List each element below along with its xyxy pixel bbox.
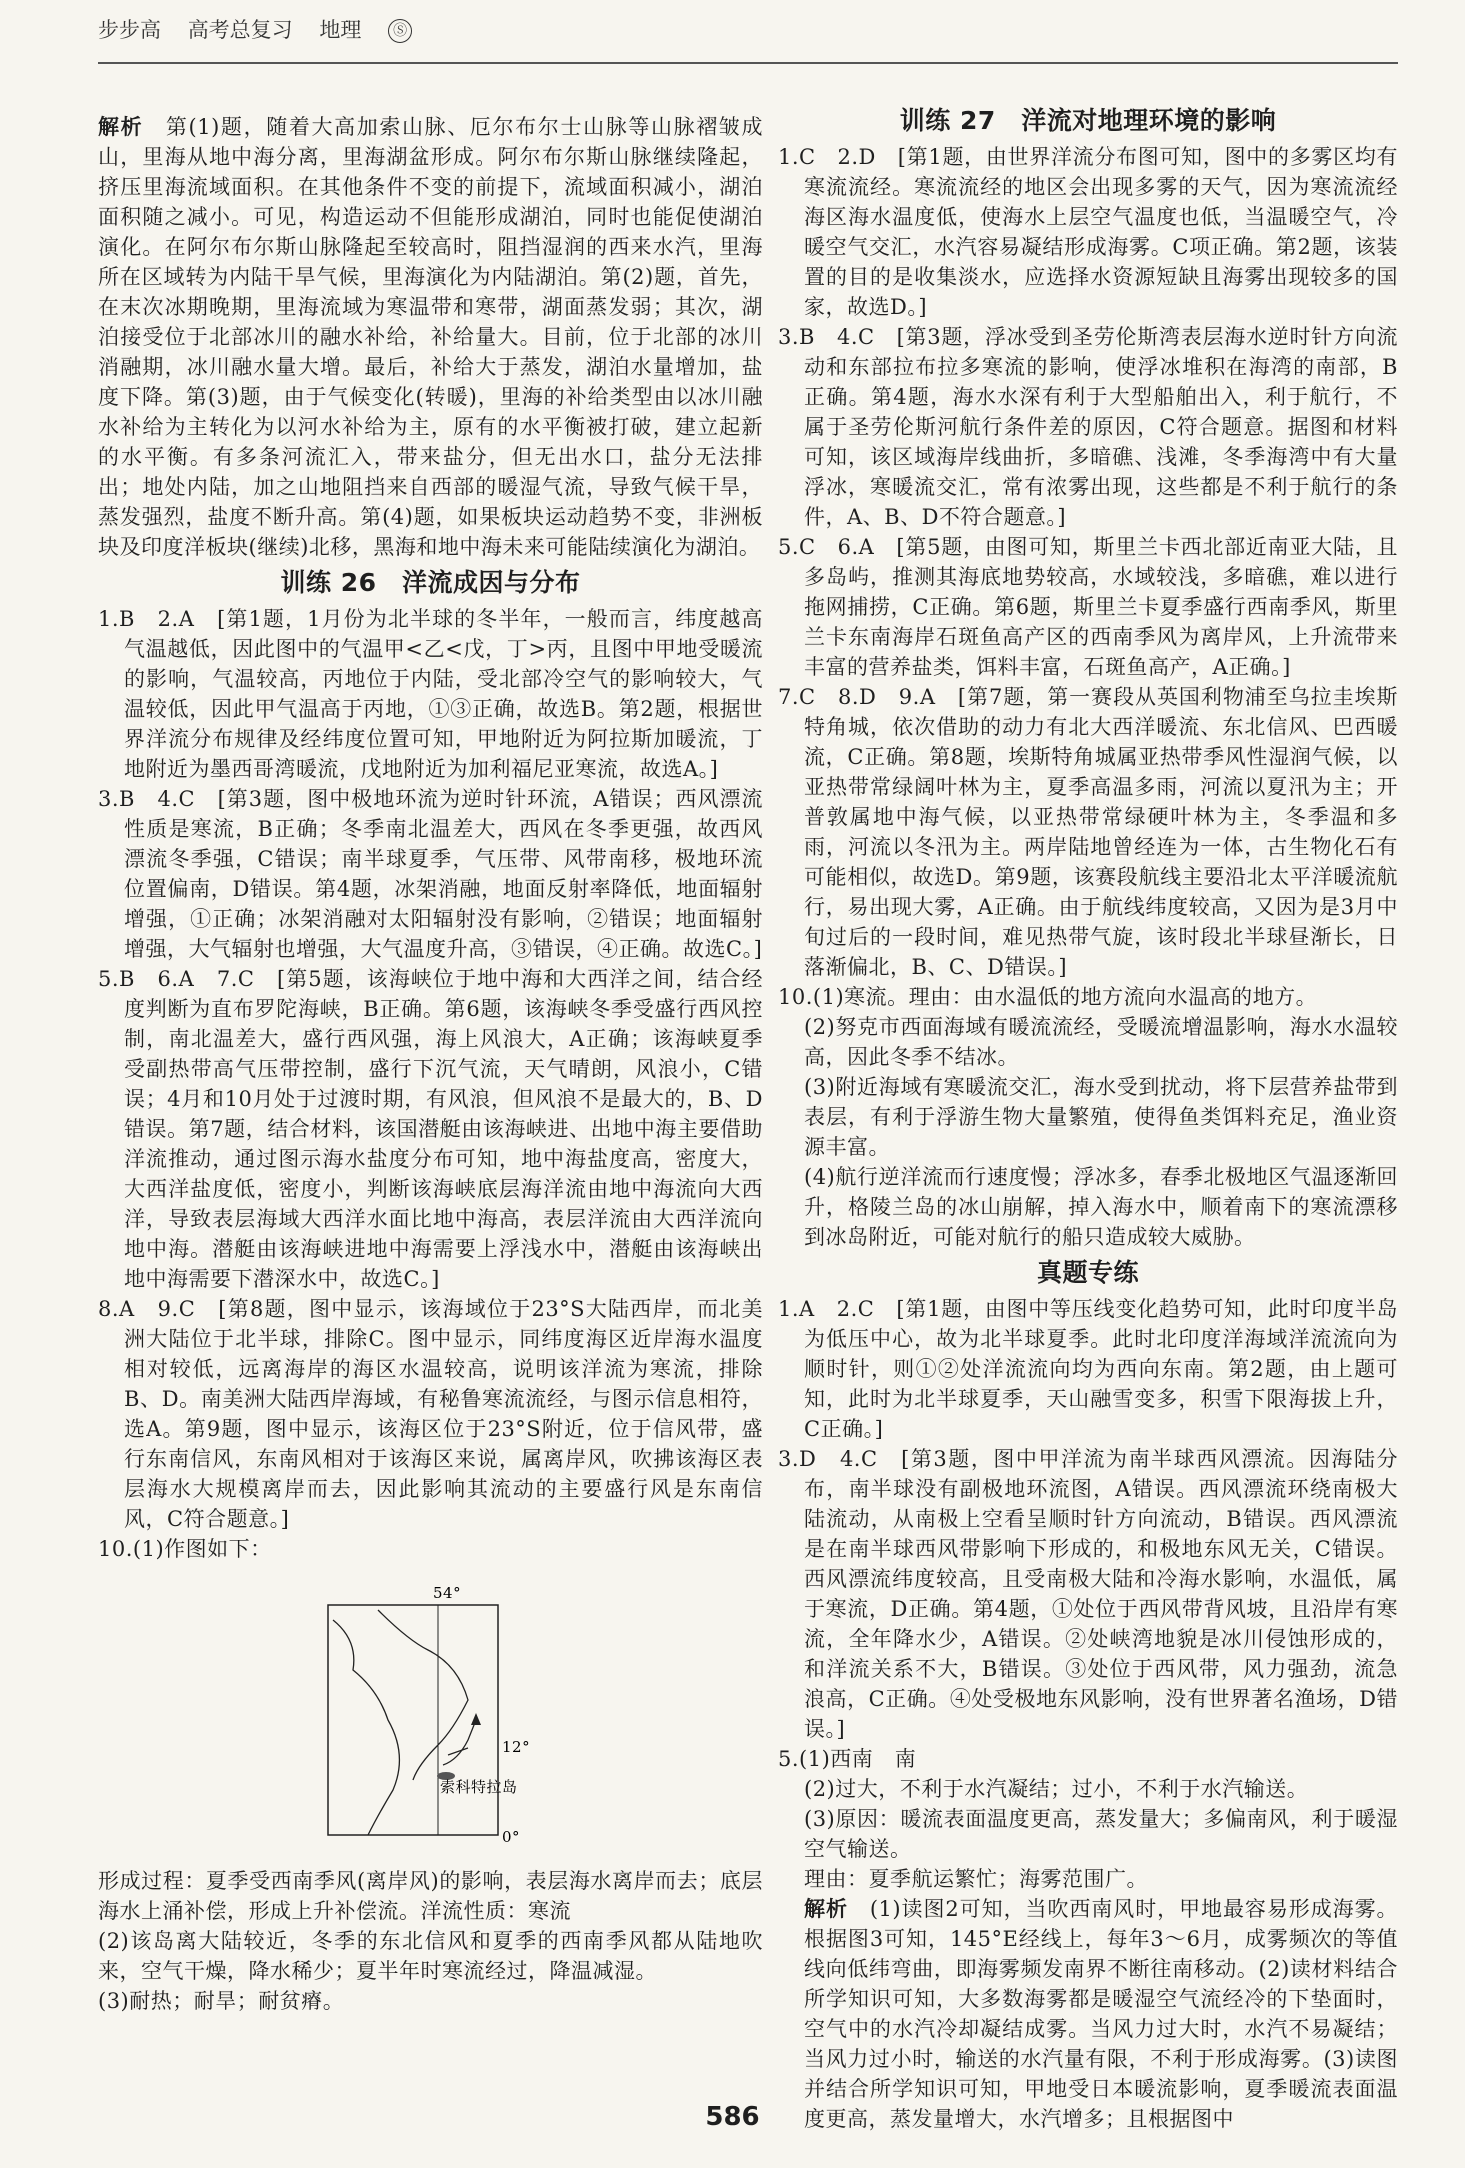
answer-r-10-3: (3)附近海域有寒暖流交汇，海水受到扰动，将下层营养盐带到表层，有利于浮游生物大量繁殖，使得鱼类饵料充足，渔业资源丰富。 bbox=[804, 1075, 1398, 1159]
answer-1-2: 1.B 2.A [第1题，1月份为北半球的冬半年，一般而言，纬度越高气温越低，因此图中的气温甲<乙<戊，丁>丙，且图中甲地受暖流的影响，气温较高，丙地位于内陆，受北部冷空气的影响较大，气温较低，因此甲气温高于丙地，①③正确，故选B。第2题，根据世界洋流分布规律及经纬度位置可知，甲地附近为阿拉斯加暖流，丁地附近为墨西哥湾暖流，戊地附近为加利福尼亚寒流，故选A。] bbox=[98, 607, 763, 781]
analysis-label: 解析 bbox=[98, 115, 144, 139]
map-figure bbox=[98, 1570, 763, 1860]
section-title-27: 训练 27 洋流对地理环境的影响 bbox=[899, 106, 1277, 135]
answer-r-10-1: 10.(1)寒流。理由：由水温低的地方流向水温高的地方。 bbox=[778, 985, 1318, 1009]
answer-real-5-3: (3)原因：暖流表面温度更高，蒸发量大；多偏南风，利于暖湿空气输送。 bbox=[804, 1807, 1398, 1861]
answer-real-5-2: (2)过大，不利于水汽凝结；过小，不利于水汽输送。 bbox=[804, 1777, 1309, 1801]
left-column bbox=[98, 112, 763, 2016]
answer-r-7-9: 7.C 8.D 9.A [第7题，第一赛段从英国利物浦至乌拉圭埃斯特角城，依次借助的动力有北大西洋暖流、东北信风、巴西暖流，C正确。第8题，埃斯特角城属亚热带季风性湿润气候，以亚热带常绿阔叶林为主，夏季高温多雨，河流以夏汛为主；开普敦属地中海气候，以亚热带常绿硬叶林为主，冬季温和多雨，河流以冬汛为主。两岸陆地曾经连为一体，古生物化石有可能相似，故选D。第9题，该赛段航线主要沿北太平洋暖流航行，易出现大雾，A正确。由于航线纬度较高，又因为是3月中旬过后的一段时间，难见热带气旋，该时段北半球昼渐长，日落渐偏北，B、C、D错误。] bbox=[778, 685, 1398, 979]
section-title-26: 训练 26 洋流成因与分布 bbox=[280, 568, 581, 597]
map-lat-bottom: 0° bbox=[502, 1828, 521, 1846]
header-subject: 地理 bbox=[319, 18, 362, 42]
answer-real-5-analysis bbox=[778, 1894, 1398, 2134]
answer-10-formation: 形成过程：夏季受西南季风(离岸风)的影响，表层海水离岸而去；底层海水上涌补偿，形成上升补偿流。洋流性质：寒流 bbox=[98, 1869, 763, 1923]
section-title-real-exam: 真题专练 bbox=[1036, 1258, 1139, 1287]
analysis-label-2: 解析 bbox=[804, 1897, 848, 1921]
answer-8-9: 8.A 9.C [第8题，图中显示，该海域位于23°S大陆西岸，而北美洲大陆位于北半球，排除C。图中显示，同纬度海区近岸海水温度相对较低，远离海岸的海区水温较高，说明该洋流为寒流，排除B、D。南美洲大陆西岸海域，有秘鲁寒流流经，与图示信息相符，选A。第9题，图中显示，该海区位于23°S附近，位于信风带，盛行东南信风，东南风相对于该海区来说，属离岸风，吹拂该海区表层海水大规模离岸而去，因此影响其流动的主要盛行风是东南信风，C符合题意。] bbox=[98, 1297, 763, 1531]
header-divider bbox=[98, 62, 1398, 64]
answer-r-10-2: (2)努克市西面海域有暖流流经，受暖流增温影响，海水水温较高，因此冬季不结冰。 bbox=[804, 1015, 1398, 1069]
answer-r-10-4: (4)航行逆洋流而行速度慢；浮冰多，春季北极地区气温逐渐回升，格陵兰岛的冰山崩解，掉入海水中，顺着南下的寒流漂移到冰岛附近，可能对航行的船只造成较大威胁。 bbox=[804, 1165, 1398, 1249]
answer-10-head: 10.(1)作图如下： bbox=[98, 1537, 272, 1561]
answer-r-1-2: 1.C 2.D [第1题，由世界洋流分布图可知，图中的多雾区均有寒流流经。寒流流经的地区会出现多雾的天气，因为寒流流经海区海水温度低，使海水上层空气温度也低，当温暖空气，冷暖空气交汇，水汽容易凝结形成海雾。C项正确。第2题，该装置的目的是收集淡水，应选择水资源短缺且海雾出现较多的国家，故选D。] bbox=[778, 145, 1398, 319]
answer-10-3: (3)耐热；耐旱；耐贫瘠。 bbox=[98, 1989, 345, 2013]
answer-10-2: (2)该岛离大陆较近，冬季的东北信风和夏季的西南季风都从陆地吹来，空气干燥，降水稀少；夏半年时寒流经过，降温减湿。 bbox=[98, 1929, 763, 1983]
socotra-map bbox=[318, 1580, 538, 1860]
header-badge-icon: Ⓢ bbox=[388, 19, 412, 43]
answer-real-5-1: 5.(1)西南 南 bbox=[778, 1747, 917, 1771]
map-lat-top: 54° bbox=[433, 1584, 462, 1602]
map-lat-mid: 12° bbox=[502, 1738, 531, 1756]
header-book: 高考总复习 bbox=[187, 18, 293, 42]
right-column bbox=[778, 106, 1399, 2134]
page-header bbox=[98, 14, 1398, 66]
analysis-text-2: (1)读图2可知，当吹西南风时，甲地最容易形成海雾。根据图3可知，145°E经线上，每年3～6月，成雾频次的等值线向低纬弯曲，即海雾频发南界不断往南移动。(2)读材料结合所学知识可知，大多数海雾都是暖湿空气流经冷的下垫面时，空气中的水汽冷却凝结成雾。当风力过大时，水汽不易凝结；当风力过小时，输送的水汽量有限，不利于形成海雾。(3)读图并结合所学知识可知，甲地受日本暖流影响，夏季暖流表面温度更高，蒸发量增大，水汽增多；且根据图中 bbox=[804, 1897, 1399, 2131]
map-island-label: 索科特拉岛 bbox=[440, 1778, 518, 1796]
answer-r-3-4: 3.B 4.C [第3题，浮冰受到圣劳伦斯湾表层海水逆时针方向流动和东部拉布拉多寒流的影响，使浮冰堆积在海湾的南部，B正确。第4题，海水水深有利于大型船舶出入，利于航行，不属于圣劳伦斯河航行条件差的原因，C符合题意。据图和材料可知，该区域海岸线曲折，多暗礁、浅滩，冬季海湾中有大量浮冰，寒暖流交汇，常有浓雾出现，这些都是不利于航行的条件，A、B、D不符合题意。] bbox=[778, 325, 1398, 529]
header-brand: 步步高 bbox=[98, 18, 161, 42]
answer-real-1-2: 1.A 2.C [第1题，由图中等压线变化趋势可知，此时印度半岛为低压中心，故为北半球夏季。此时北印度洋海域洋流流向为顺时针，则①②处洋流流向均为西向东南。第2题，由上题可知，此时为北半球夏季，天山融雪变多，积雪下限海拔上升，C正确。] bbox=[778, 1297, 1398, 1441]
intro-analysis bbox=[98, 112, 763, 562]
page-number: 586 bbox=[705, 2102, 760, 2132]
answer-real-3-4: 3.D 4.C [第3题，图中甲洋流为南半球西风漂流。因海陆分布，南半球没有副极地环流图，A错误。西风漂流环绕南极大陆流动，从南极上空看呈顺时针方向流动，B错误。西风漂流是在南半球西风带影响下形成的，和极地东风无关，C错误。西风漂流纬度较高，且受南极大陆和冷海水影响，水温低，属于寒流，D正确。第4题，①处位于西风带背风坡，且沿岸有寒流，全年降水少，A错误。②处峡湾地貌是冰川侵蚀形成的，和洋流关系不大，B错误。③处位于西风带，风力强劲，流急浪高，C正确。④处受极地东风影响，没有世界著名渔场，D错误。] bbox=[778, 1447, 1398, 1741]
answer-r-5-6: 5.C 6.A [第5题，由图可知，斯里兰卡西北部近南亚大陆，且多岛屿，推测其海底地势较高，水域较浅，多暗礁，难以进行拖网捕捞，C正确。第6题，斯里兰卡夏季盛行西南季风，斯里兰卡东南海岸石斑鱼高产区的西南季风为离岸风，上升流带来丰富的营养盐类，饵料丰富，石斑鱼高产，A正确。] bbox=[778, 535, 1398, 679]
answer-real-5-4: 理由：夏季航运繁忙；海雾范围广。 bbox=[804, 1867, 1148, 1891]
analysis-text: 第(1)题，随着大高加索山脉、厄尔布尔士山脉等山脉褶皱成山，里海从地中海分离，里海湖盆形成。阿尔布尔斯山脉继续隆起，挤压里海流域面积。在其他条件不变的前提下，流域面积减小，湖泊面积随之减小。可见，构造运动不但能形成湖泊，同时也能促使湖泊演化。在阿尔布尔斯山脉隆起至较高时，阻挡湿润的西来水汽，里海所在区域转为内陆干旱气候，里海演化为内陆湖泊。第(2)题，首先，在末次冰期晚期，里海流域为寒温带和寒带，湖面蒸发弱；其次，湖泊接受位于北部冰川的融水补给，补给量大。目前，位于北部的冰川消融期，冰川融水量大增。最后，补给大于蒸发，湖泊水量增加，盐度下降。第(3)题，由于气候变化(转暖)，里海的补给类型由以冰川融水补给为主转化为以河水补给为主，原有的水平衡被打破，建立起新的水平衡。有多条河流汇入，带来盐分，但无出水口，盐分无法排出；地处内陆，加之山地阻挡来自西部的暖湿气流，导致气候干旱，蒸发强烈，盐度不断升高。第(4)题，如果板块运动趋势不变，非洲板块及印度洋板块(继续)北移，黑海和地中海未来可能陆续演化为湖泊。 bbox=[98, 115, 764, 559]
answer-5-7: 5.B 6.A 7.C [第5题，该海峡位于地中海和大西洋之间，结合经度判断为直布罗陀海峡，B正确。第6题，该海峡冬季受盛行西风控制，南北温差大，盛行西风强，海上风浪大，A正确；该海峡夏季受副热带高气压带控制，盛行下沉气流，天气晴朗，风浪小，C错误；4月和10月处于过渡时期，有风浪，但风浪不是最大的，B、D错误。第7题，结合材料，该国潜艇由该海峡进、出地中海主要借助洋流推动，通过图示海水盐度分布可知，地中海盐度高，密度大，大西洋盐度低，密度小，判断该海峡底层海洋流由地中海流向大西洋，导致表层海域大西洋水面比地中海高，表层洋流由大西洋流向地中海。潜艇由该海峡进地中海需要上浮浅水中，潜艇由该海峡出地中海需要下潜深水中，故选C。] bbox=[98, 967, 763, 1291]
answer-3-4: 3.B 4.C [第3题，图中极地环流为逆时针环流，A错误；西风漂流性质是寒流，B正确；冬季南北温差大，西风在冬季更强，故西风漂流冬季强，C错误；南半球夏季，气压带、风带南移，极地环流位置偏南，D错误。第4题，冰架消融，地面反射率降低，地面辐射增强，①正确；冰架消融对太阳辐射没有影响，②错误；地面辐射增强，大气辐射也增强，大气温度升高，③错误，④正确。故选C。] bbox=[98, 787, 763, 961]
